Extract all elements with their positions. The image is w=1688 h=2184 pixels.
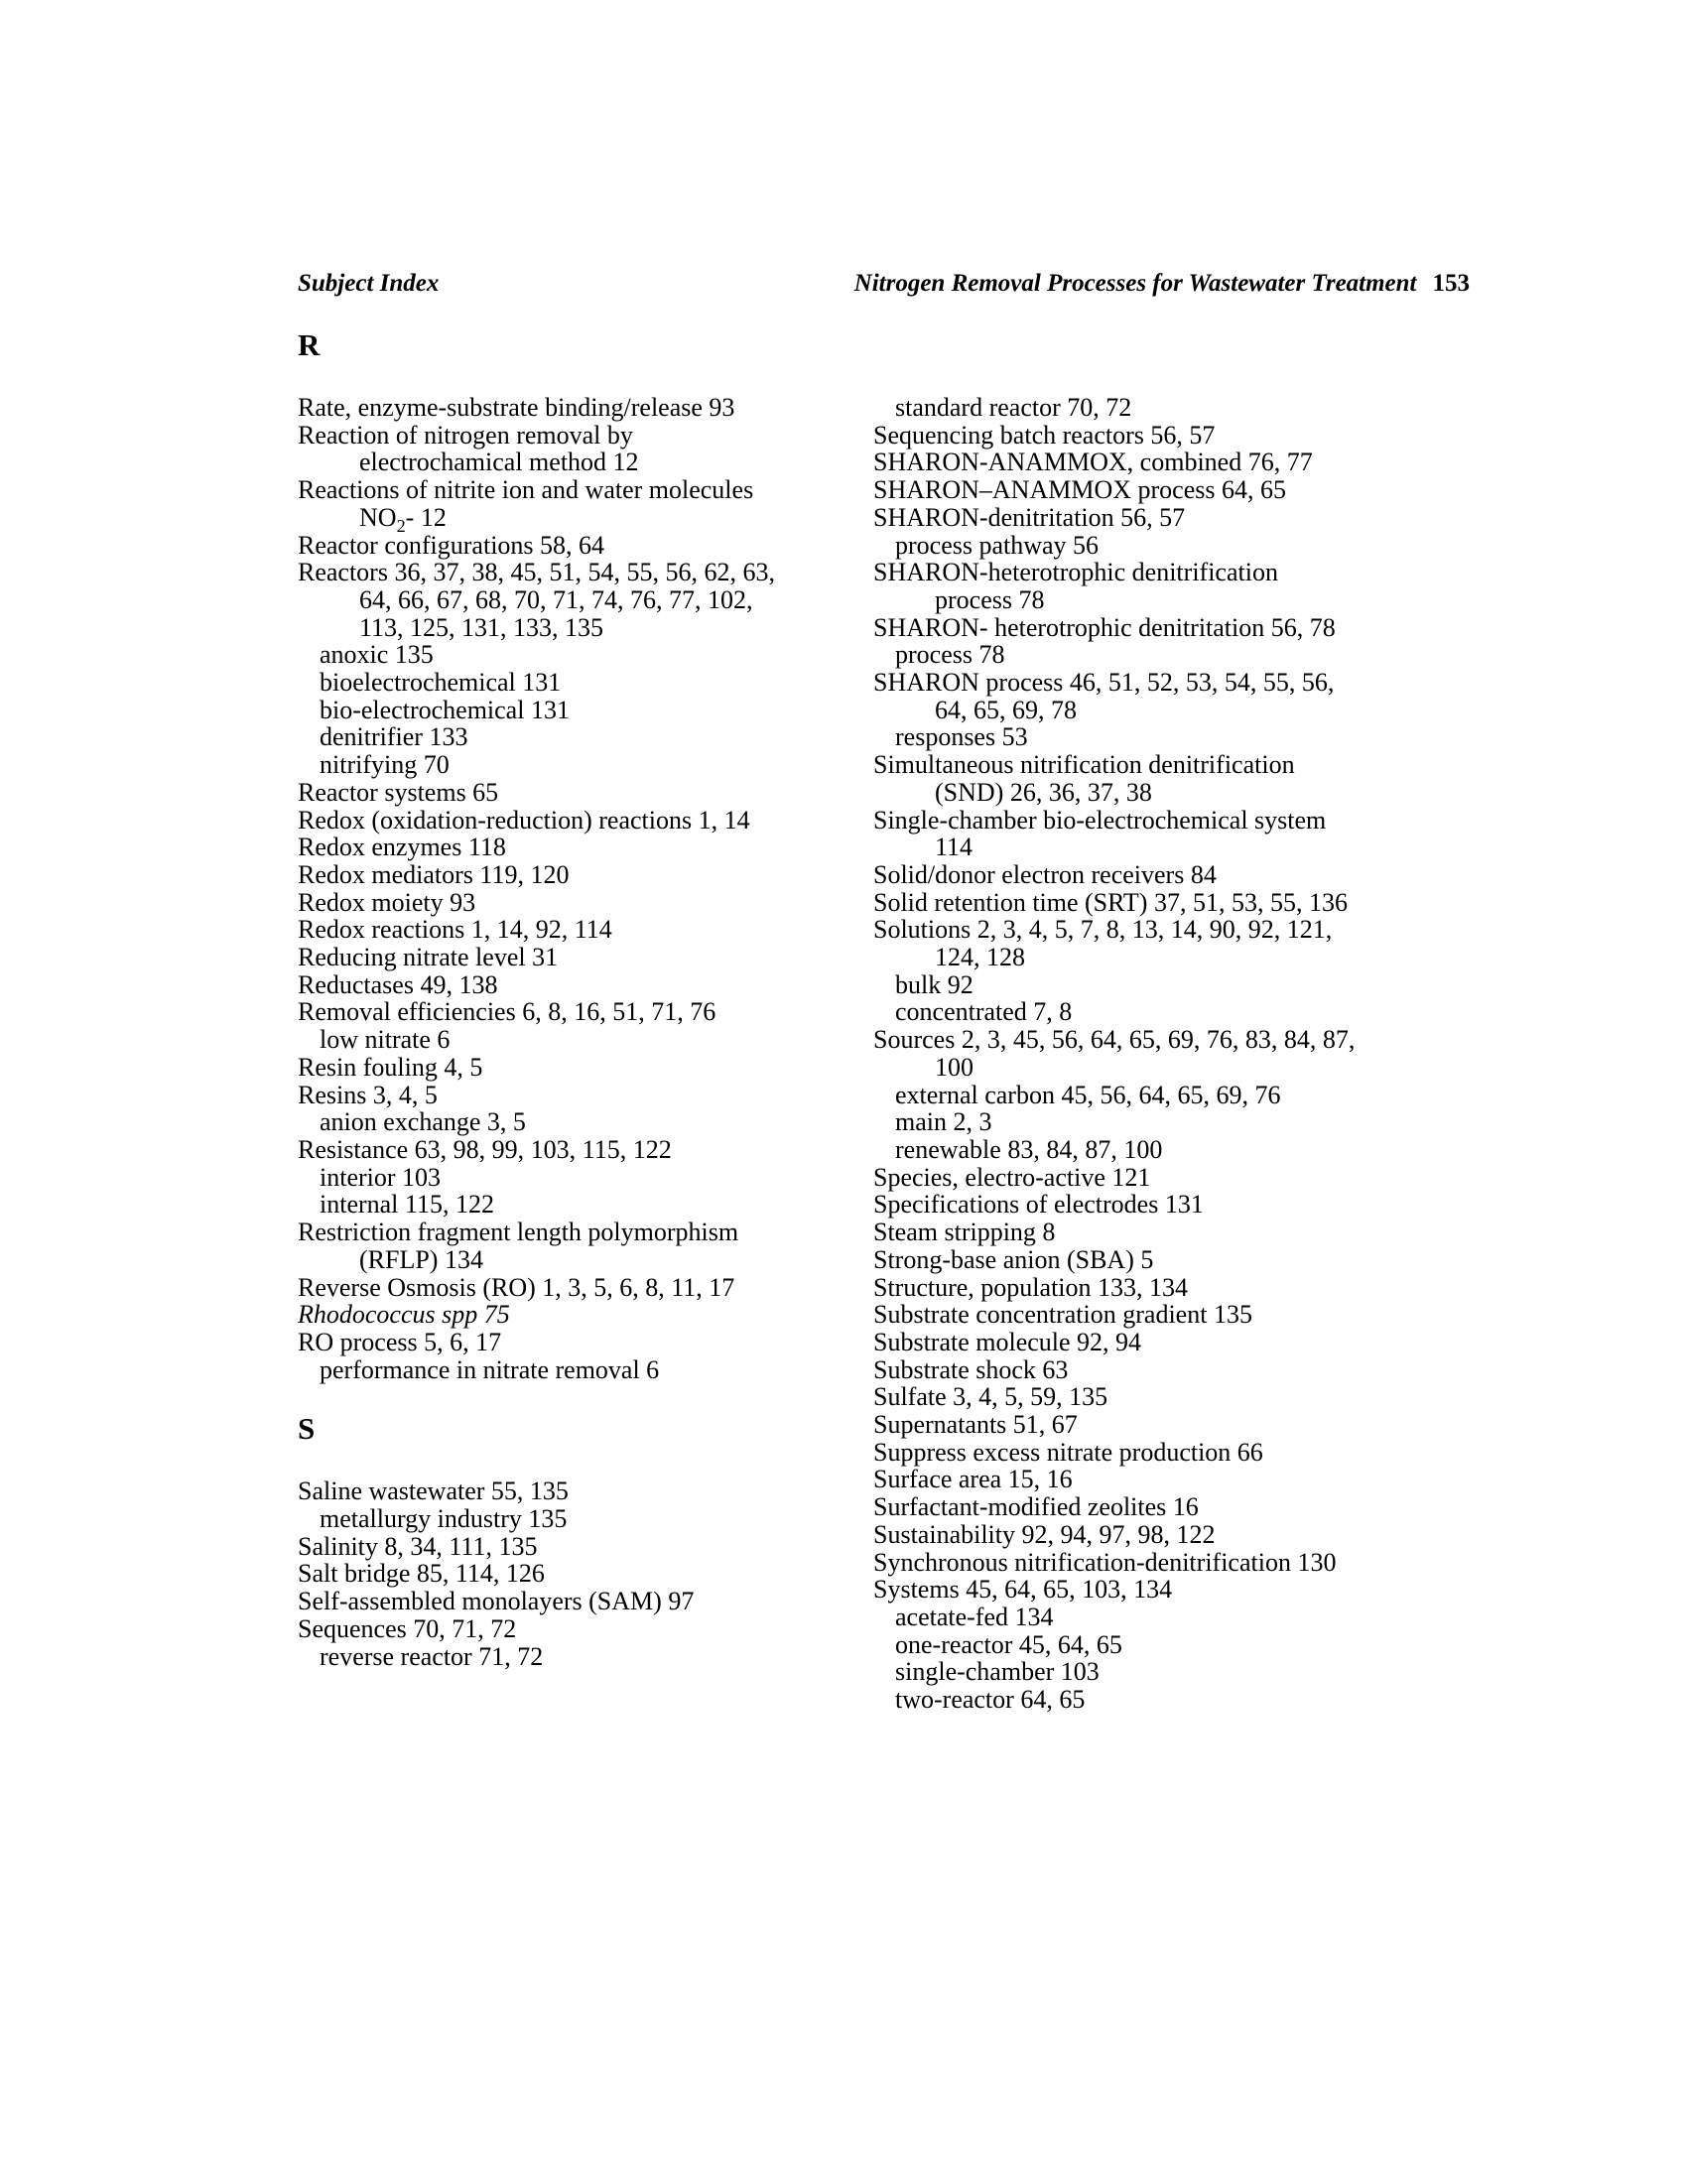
entry-text: one-reactor 45, 64, 65 — [895, 1629, 1122, 1659]
entry-text: Surface area 15, 16 — [873, 1465, 1073, 1494]
index-entry-line — [298, 559, 873, 586]
index-entry-line — [873, 1219, 1469, 1246]
entry-text: bio-electrochemical 131 — [320, 695, 570, 724]
index-entry-line — [873, 834, 1469, 861]
entry-text: Sources 2, 3, 45, 56, 64, 65, 69, 76, 83, 84, 87, — [873, 1025, 1356, 1055]
entry-text: Reactors 36, 37, 38, 45, 51, 54, 55, 56, 62, 63, — [298, 558, 775, 587]
index-entry-line — [873, 422, 1469, 450]
entry-text: process pathway 56 — [895, 530, 1100, 560]
entry-text: process 78 — [895, 640, 1005, 670]
entry-text: 113, 125, 131, 133, 135 — [359, 612, 604, 642]
index-column-left — [298, 323, 873, 1714]
entry-text: 124, 128 — [935, 943, 1025, 972]
index-entry-line — [873, 1521, 1469, 1549]
entry-text: Reactions of nitrite ion and water molecules — [298, 475, 754, 505]
index-entry-line — [873, 1439, 1469, 1467]
entry-text: performance in nitrate removal 6 — [320, 1354, 660, 1384]
index-entry-line — [298, 1533, 873, 1561]
index-entry-line — [873, 971, 1469, 999]
entry-text: external carbon 45, 56, 64, 65, 69, 76 — [895, 1080, 1281, 1109]
entry-text: 100 — [935, 1052, 974, 1082]
entry-text: Substrate molecule 92, 94 — [873, 1327, 1142, 1356]
entry-text: Synchronous nitrification-denitrification 130 — [873, 1547, 1337, 1577]
index-entry-line — [298, 1329, 873, 1356]
entry-text: NO — [359, 502, 397, 532]
index-entry-line — [298, 1274, 873, 1302]
entry-text: Solutions 2, 3, 4, 5, 7, 8, 13, 14, 90, 92, 121, — [873, 915, 1333, 945]
entry-text: Supernatants 51, 67 — [873, 1410, 1078, 1440]
entry-text: Substrate concentration gradient 135 — [873, 1300, 1252, 1330]
index-columns — [298, 323, 1470, 1714]
entry-text: Systems 45, 64, 65, 103, 134 — [873, 1575, 1173, 1605]
index-entry-line — [873, 1164, 1469, 1192]
book-title: Nitrogen Removal Processes for Wastewater Treatment — [853, 270, 1417, 297]
entry-text: renewable 83, 84, 87, 100 — [895, 1134, 1163, 1164]
index-entry-line — [873, 559, 1469, 586]
index-entry-line — [298, 641, 873, 669]
index-entry-line — [298, 807, 873, 835]
index-entry-line — [298, 1477, 873, 1505]
entry-text: Species, electro-active 121 — [873, 1162, 1151, 1192]
entry-text: Solid/donor electron receivers 84 — [873, 859, 1217, 889]
entry-text: concentrated 7, 8 — [895, 997, 1073, 1027]
entry-text: RO process 5, 6, 17 — [298, 1327, 502, 1356]
index-entry-line — [298, 1108, 873, 1136]
index-entry-line — [298, 1356, 873, 1384]
running-head-title-group — [854, 270, 1470, 298]
index-entry-line — [873, 751, 1469, 779]
entry-text: acetate-fed 134 — [895, 1602, 1054, 1631]
entry-text: bioelectrochemical 131 — [320, 668, 562, 698]
index-entry-line — [873, 1493, 1469, 1521]
entry-text: Structure, population 133, 134 — [873, 1272, 1189, 1302]
index-entry-line — [873, 1082, 1469, 1109]
entry-text: Salinity 8, 34, 111, 135 — [298, 1531, 538, 1561]
entry-text: SHARON-heterotrophic denitrification — [873, 558, 1278, 587]
index-entry-line — [298, 751, 873, 779]
entry-text: Steam stripping 8 — [873, 1218, 1056, 1247]
index-entry-line — [298, 1643, 873, 1671]
entry-text: Specifications of electrodes 131 — [873, 1190, 1204, 1220]
index-entry-line — [298, 834, 873, 861]
index-entry-line — [873, 1329, 1469, 1356]
index-entry-line — [298, 669, 873, 697]
entry-text: (SND) 26, 36, 37, 38 — [935, 777, 1152, 807]
page-header — [298, 270, 1470, 298]
index-entry-line — [873, 1466, 1469, 1493]
entry-text: bulk 92 — [895, 969, 974, 999]
entry-text: Resins 3, 4, 5 — [298, 1080, 438, 1109]
entry-text: SHARON process 46, 51, 52, 53, 54, 55, 56, — [873, 668, 1335, 698]
entry-text: 64, 65, 69, 78 — [935, 695, 1077, 724]
entry-text: Simultaneous nitrification denitrification — [873, 750, 1295, 780]
entry-text: Salt bridge 85, 114, 126 — [298, 1559, 545, 1589]
index-entry-line — [298, 1560, 873, 1588]
index-entry-line — [873, 394, 1469, 422]
index-entry-line — [298, 1082, 873, 1109]
entry-text: denitrifier 133 — [320, 722, 468, 752]
index-entry-line — [873, 1108, 1469, 1136]
entry-text: nitrifying 70 — [320, 750, 450, 780]
entry-text: Surfactant-modified zeolites 16 — [873, 1492, 1199, 1522]
entry-text: Sustainability 92, 94, 97, 98, 122 — [873, 1519, 1216, 1549]
index-entry-line — [873, 998, 1469, 1026]
entry-text: Redox mediators 119, 120 — [298, 859, 570, 889]
index-entry-line — [873, 1383, 1469, 1411]
section-heading: S — [298, 1411, 316, 1447]
entry-text: Rhodococcus spp 75 — [298, 1300, 510, 1330]
entry-text: Sequencing batch reactors 56, 57 — [873, 420, 1216, 450]
index-entry-line — [298, 476, 873, 504]
index-entry-line — [873, 1191, 1469, 1219]
entry-text: 64, 66, 67, 68, 70, 71, 74, 76, 77, 102, — [359, 584, 753, 614]
entry-text: reverse reactor 71, 72 — [320, 1641, 544, 1671]
index-entry-line — [873, 504, 1469, 532]
entry-text: SHARON- heterotrophic denitritation 56, 78 — [873, 612, 1336, 642]
index-entry-line — [873, 1631, 1469, 1659]
index-entry-line — [298, 422, 873, 450]
index-entry-line — [298, 394, 873, 422]
entry-text: Strong-base anion (SBA) 5 — [873, 1244, 1154, 1274]
index-entry-line — [298, 502, 873, 536]
index-entry-line — [298, 779, 873, 807]
index-entry-line — [873, 697, 1469, 724]
entry-text: Reactor configurations 58, 64 — [298, 530, 605, 560]
entry-text: responses 53 — [895, 722, 1028, 752]
page-number: 153 — [1432, 270, 1470, 297]
entry-text: Reverse Osmosis (RO) 1, 3, 5, 6, 8, 11, 17 — [298, 1272, 735, 1302]
entry-text: single-chamber 103 — [895, 1657, 1100, 1687]
entry-text: Redox (oxidation-reduction) reactions 1, 14 — [298, 805, 750, 835]
entry-text: main 2, 3 — [895, 1107, 992, 1137]
index-entry-line — [298, 723, 873, 751]
entry-text: process 78 — [935, 584, 1045, 614]
index-entry-line — [873, 916, 1469, 944]
entry-text: - 12 — [405, 502, 447, 532]
index-entry-line — [873, 944, 1469, 971]
index-entry-line — [298, 944, 873, 971]
entry-text: Sequences 70, 71, 72 — [298, 1613, 517, 1643]
index-entry-line — [298, 1026, 873, 1054]
index-entry-line — [873, 861, 1469, 889]
entry-text: Redox moiety 93 — [298, 887, 476, 917]
index-entry-line — [298, 449, 873, 476]
index-entry-line — [873, 449, 1469, 476]
subscript-text: 2 — [396, 516, 406, 536]
index-column-right — [873, 323, 1469, 1714]
index-entry-line — [298, 532, 873, 560]
entry-text: electrochamical method 12 — [359, 448, 639, 477]
index-entry-line — [873, 532, 1469, 560]
running-head-section: Subject Index — [298, 270, 440, 297]
index-entry-line — [873, 807, 1469, 835]
entry-text: two-reactor 64, 65 — [895, 1685, 1086, 1715]
entry-text: (RFLP) 134 — [359, 1244, 483, 1274]
index-entry-line — [298, 1615, 873, 1643]
index-entry-line — [298, 1054, 873, 1082]
entry-text: interior 103 — [320, 1162, 442, 1192]
index-entry-line — [298, 1191, 873, 1219]
index-entry-line — [873, 1356, 1469, 1384]
index-entry-line — [298, 916, 873, 944]
entry-text: Removal efficiencies 6, 8, 16, 51, 71, 76 — [298, 997, 716, 1027]
entry-text: Redox reactions 1, 14, 92, 114 — [298, 915, 612, 945]
entry-text: Self-assembled monolayers (SAM) 97 — [298, 1587, 695, 1616]
entry-text: Saline wastewater 55, 135 — [298, 1477, 569, 1506]
index-entry-line — [298, 697, 873, 724]
index-entry-line — [873, 1026, 1469, 1054]
index-entry-line — [298, 998, 873, 1026]
entry-text: Reducing nitrate level 31 — [298, 943, 559, 972]
index-entry-line — [298, 1301, 873, 1329]
index-entry-line — [873, 614, 1469, 642]
entry-text: low nitrate 6 — [320, 1025, 451, 1055]
index-entry-line — [873, 1301, 1469, 1329]
index-entry-line — [298, 1136, 873, 1164]
entry-text: SHARON-denitritation 56, 57 — [873, 502, 1186, 532]
index-entry-line — [298, 889, 873, 917]
entry-text: Single-chamber bio-electrochemical system — [873, 805, 1327, 835]
index-entry-line — [298, 1588, 873, 1615]
section-heading: R — [298, 327, 321, 362]
entry-text: Solid retention time (SRT) 37, 51, 53, 55, 136 — [873, 887, 1348, 917]
entry-text: internal 115, 122 — [320, 1190, 494, 1220]
index-entry-line — [873, 1274, 1469, 1302]
index-entry-line — [873, 889, 1469, 917]
index-entry-line — [873, 1136, 1469, 1164]
entry-text: SHARON–ANAMMOX process 64, 65 — [873, 475, 1286, 505]
index-entry-line — [873, 779, 1469, 807]
index-entry-line — [298, 971, 873, 999]
entry-text: Restriction fragment length polymorphism — [298, 1218, 739, 1247]
index-entry-line — [873, 723, 1469, 751]
index-entry-line — [298, 1505, 873, 1533]
entry-text: anoxic 135 — [320, 640, 434, 670]
index-entry-line — [873, 1576, 1469, 1604]
index-entry-line — [298, 586, 873, 614]
entry-text: Suppress excess nitrate production 66 — [873, 1437, 1263, 1467]
index-entry-line — [873, 1054, 1469, 1082]
entry-text: Redox enzymes 118 — [298, 833, 506, 862]
entry-text: Sulfate 3, 4, 5, 59, 135 — [873, 1382, 1108, 1412]
index-entry-line — [298, 861, 873, 889]
entry-text: Reactor systems 65 — [298, 777, 499, 807]
entry-text: Resistance 63, 98, 99, 103, 115, 122 — [298, 1134, 672, 1164]
index-entry-line — [298, 1246, 873, 1274]
entry-text: SHARON-ANAMMOX, combined 76, 77 — [873, 448, 1313, 477]
index-entry-line — [873, 586, 1469, 614]
entry-text: standard reactor 70, 72 — [895, 393, 1132, 422]
index-entry-line — [873, 1246, 1469, 1274]
entry-text: Resin fouling 4, 5 — [298, 1052, 483, 1082]
index-entry-line — [873, 1604, 1469, 1631]
index-entry-line — [873, 669, 1469, 697]
entry-text: Substrate shock 63 — [873, 1354, 1069, 1384]
entry-text: 114 — [935, 833, 974, 862]
entry-text: Reductases 49, 138 — [298, 969, 498, 999]
entry-text: Reaction of nitrogen removal by — [298, 420, 633, 450]
index-entry-line — [873, 1411, 1469, 1439]
index-entry-line — [298, 614, 873, 642]
index-entry-line — [298, 1219, 873, 1246]
index-entry-line — [873, 1686, 1469, 1714]
index-entry-line — [298, 1164, 873, 1192]
index-entry-line — [873, 641, 1469, 669]
index-entry-line — [873, 1549, 1469, 1577]
entry-text: Rate, enzyme-substrate binding/release 93 — [298, 393, 735, 422]
index-entry-line — [873, 476, 1469, 504]
entry-text: anion exchange 3, 5 — [320, 1107, 526, 1137]
index-entry-line — [873, 1658, 1469, 1686]
entry-text: metallurgy industry 135 — [320, 1504, 568, 1534]
